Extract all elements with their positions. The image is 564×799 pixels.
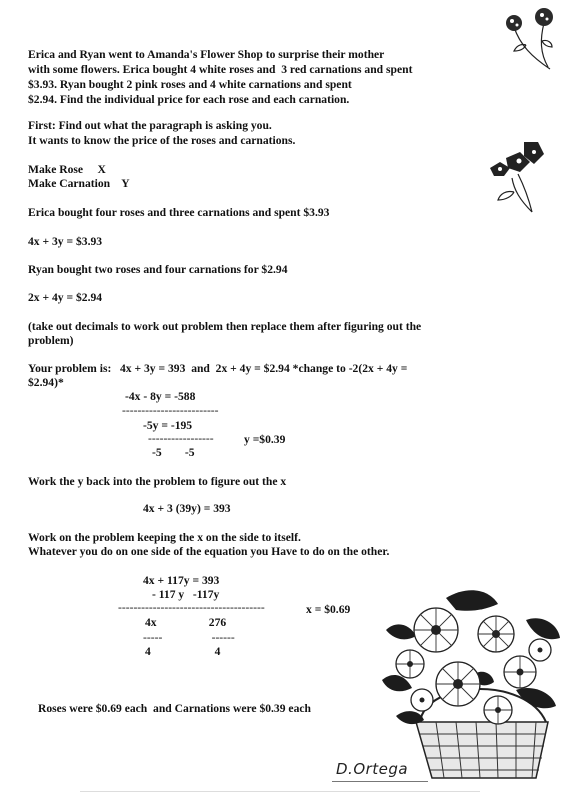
work-denominators: 4 4: [145, 645, 221, 658]
carnation-sketch-icon: [500, 5, 560, 73]
work-rule: -----------------: [148, 432, 214, 445]
ryan-equation: 2x + 4y = $2.94: [28, 291, 103, 304]
erica-statement: Erica bought four roses and three carnations and spent $3.93: [28, 206, 330, 219]
keep-x-line: Work on the problem keeping the x on the side to itself.: [28, 531, 301, 544]
signature: D.Ortega: [336, 760, 409, 778]
y-answer: y =$0.39: [244, 433, 286, 446]
work-row: 4x 276: [145, 616, 227, 629]
keep-x-line: Whatever you do on one side of the equation you Have to do on the other.: [28, 545, 390, 558]
work-equation: 4x + 117y = 393: [143, 574, 220, 587]
work-rule: -------------------------: [122, 404, 219, 417]
intro-line: with some flowers. Erica bought 4 white roses and 3 red carnations and spent: [28, 63, 413, 76]
intro-line: $3.93. Ryan bought 2 pink roses and 4 white carnations and spent: [28, 78, 352, 91]
page-bottom-rule: [80, 791, 480, 792]
variable-carnation: Make Carnation Y: [28, 177, 130, 190]
work-equation: -4x - 8y = -588: [125, 390, 196, 403]
decimal-note-line: (take out decimals to work out problem then replace them after figuring out the: [28, 320, 422, 333]
back-substitute-equation: 4x + 3 (39y) = 393: [143, 502, 231, 515]
your-problem-line: $2.94)*: [28, 376, 64, 389]
x-answer: x = $0.69: [306, 603, 351, 616]
work-rule: --------------------------------------: [118, 601, 265, 614]
back-substitute-statement: Work the y back into the problem to figure out the x: [28, 475, 287, 488]
erica-equation: 4x + 3y = $3.93: [28, 235, 103, 248]
rose-sketch-icon: [484, 134, 548, 216]
first-step-line: First: Find out what the paragraph is asking you.: [28, 119, 272, 132]
work-equation: - 117 y -117y: [152, 588, 220, 601]
first-step-line: It wants to know the price of the roses and carnations.: [28, 134, 296, 147]
ryan-statement: Ryan bought two roses and four carnations for $2.94: [28, 263, 288, 276]
conclusion: Roses were $0.69 each and Carnations were $0.39 each: [38, 702, 311, 715]
work-equation: -5y = -195: [143, 419, 193, 432]
intro-line: $2.94. Find the individual price for each rose and each carnation.: [28, 93, 350, 106]
your-problem-line: Your problem is: 4x + 3y = 393 and 2x + 4y = $2.94 *change to -2(2x + 4y =: [28, 362, 408, 375]
work-divisors: -5 -5: [152, 446, 195, 459]
decimal-note-line: problem): [28, 334, 74, 347]
work-rule: ----- ------: [143, 631, 235, 644]
variable-rose: Make Rose X: [28, 163, 106, 176]
signature-underline: [332, 781, 428, 782]
intro-line: Erica and Ryan went to Amanda's Flower Shop to surprise their mother: [28, 48, 385, 61]
